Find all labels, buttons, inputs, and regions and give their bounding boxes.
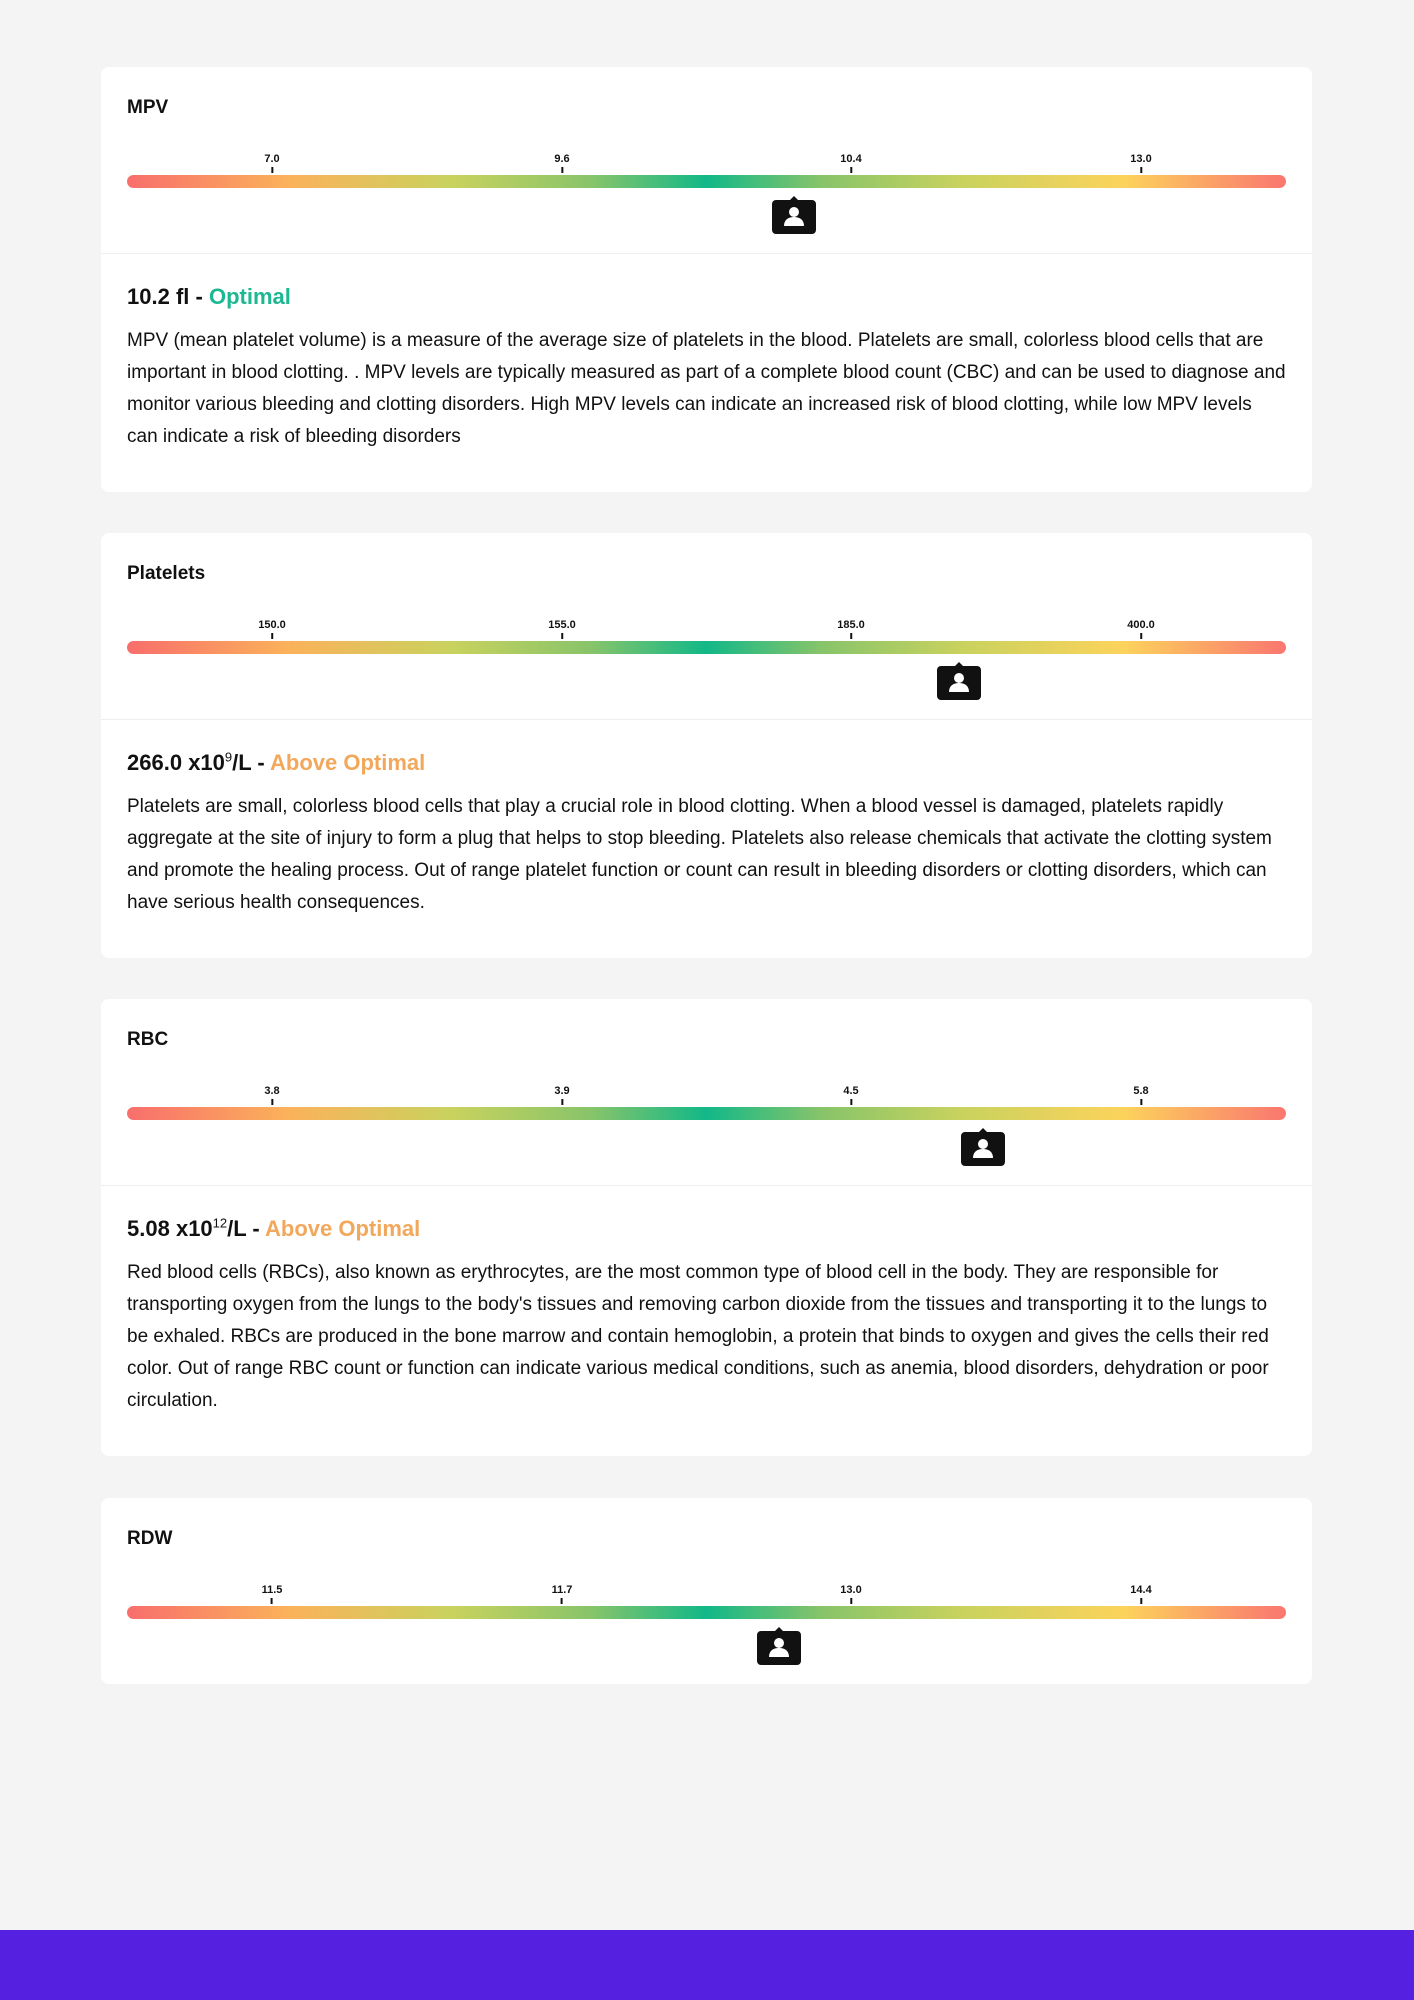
result-unit: fl [175, 284, 190, 309]
tick-label: 9.6 [554, 153, 570, 165]
tick-label: 4.5 [843, 1085, 859, 1097]
tick-label: 185.0 [837, 619, 865, 631]
person-badge-icon[interactable] [772, 196, 816, 234]
tick-label: 14.4 [1130, 1584, 1152, 1596]
range-scale [127, 153, 1286, 233]
range-tick [258, 619, 286, 639]
range-tick [837, 619, 865, 639]
person-badge-icon[interactable] [937, 662, 981, 700]
range-tick [552, 1584, 573, 1604]
result-line [127, 749, 1286, 777]
separator: - [251, 750, 271, 775]
separator: - [246, 1216, 266, 1241]
range-tick [1127, 619, 1155, 639]
card-body [101, 254, 1312, 493]
result-unit: $x10^{12}/L$ [175, 1215, 247, 1241]
tick-label: 13.0 [1130, 153, 1152, 165]
card-header [101, 533, 1312, 720]
biomarker-card-rdw [101, 1498, 1312, 1684]
result-line [127, 283, 1286, 311]
biomarker-card-rbc [101, 999, 1312, 1456]
card-header [101, 1498, 1312, 1684]
tick-label: 3.8 [264, 1085, 280, 1097]
range-tick [1133, 1085, 1148, 1105]
tick-label: 400.0 [1127, 619, 1155, 631]
range-gradient-bar [127, 641, 1286, 654]
biomarker-card-mpv [101, 67, 1312, 492]
range-tick [554, 1085, 569, 1105]
range-scale [127, 1584, 1286, 1664]
tick-label: 5.8 [1133, 1085, 1149, 1097]
tick-label: 3.9 [554, 1085, 570, 1097]
range-tick [264, 1085, 279, 1105]
result-value: 10.2 [127, 284, 170, 309]
result-value: 266.0 [127, 750, 183, 775]
person-badge-icon[interactable] [961, 1128, 1005, 1166]
tick-label: 10.4 [840, 153, 862, 165]
card-body [101, 720, 1312, 959]
range-scale [127, 619, 1286, 699]
range-gradient-bar [127, 1606, 1286, 1619]
status-label: Above Optimal [265, 1216, 421, 1241]
tick-label: 11.7 [551, 1584, 573, 1596]
footer-bar [0, 1930, 1414, 2000]
range-gradient-bar [127, 1107, 1286, 1120]
range-tick [1130, 1584, 1151, 1604]
range-tick [554, 153, 569, 173]
biomarker-title: Platelets [127, 563, 206, 584]
biomarker-title: RBC [127, 1029, 169, 1050]
range-tick [264, 153, 279, 173]
result-line [127, 1215, 1286, 1243]
range-gradient-bar [127, 175, 1286, 188]
result-value: 5.08 [127, 1216, 170, 1241]
biomarker-description: MPV (mean platelet volume) is a measure of the average size of platelets in the blood. Platelets are small, colorless blood cells that are important in blood clotting. . MPV levels are typically measured as part of a complete blood count (CBC) and can be used to diagnose and monitor various bleeding and clotting disorders. High MPV levels can indicate an increased risk of blood clotting, while low MPV levels can indicate a risk of bleeding disorders [127, 330, 1286, 447]
tick-label: 7.0 [264, 153, 280, 165]
biomarker-title: RDW [127, 1528, 173, 1549]
range-tick [262, 1584, 283, 1604]
person-badge-icon[interactable] [757, 1627, 801, 1665]
separator: - [189, 284, 209, 309]
status-label: Above Optimal [270, 750, 426, 775]
biomarker-description: Red blood cells (RBCs), also known as erythrocytes, are the most common type of blood cell in the body. They are responsible for transporting oxygen from the lungs to the body's tissues and removing carbon dioxide from the tissues and transporting it to the lungs to be exhaled. RBCs are produced in the bone marrow and contain hemoglobin, a protein that binds to oxygen and gives the cells their red color. Out of range RBC count or function can indicate various medical conditions, such as anemia, blood disorders, dehydration or poor circulation. [127, 1262, 1269, 1411]
result-unit: $x10^9/L$ [188, 749, 252, 775]
range-tick [840, 1584, 861, 1604]
biomarker-card-platelets [101, 533, 1312, 958]
card-header [101, 999, 1312, 1186]
biomarker-title: MPV [127, 97, 169, 118]
range-tick [548, 619, 576, 639]
status-label: Optimal [208, 284, 291, 309]
tick-label: 11.5 [261, 1584, 283, 1596]
tick-label: 155.0 [548, 619, 576, 631]
biomarker-description: Platelets are small, colorless blood cells that play a crucial role in blood clotting. When a blood vessel is damaged, platelets rapidly aggregate at the site of injury to form a plug that helps to stop bleeding. Platelets also release chemicals that activate the clotting system and promote the healing process. Out of range platelet function or count can result in bleeding disorders or clotting disorders, which can have serious health consequences. [127, 796, 1272, 913]
card-header [101, 67, 1312, 254]
tick-label: 150.0 [258, 619, 286, 631]
card-body [101, 1186, 1312, 1457]
tick-label: 13.0 [840, 1584, 862, 1596]
range-scale [127, 1085, 1286, 1165]
range-tick [1130, 153, 1151, 173]
range-tick [840, 153, 861, 173]
range-tick [843, 1085, 858, 1105]
